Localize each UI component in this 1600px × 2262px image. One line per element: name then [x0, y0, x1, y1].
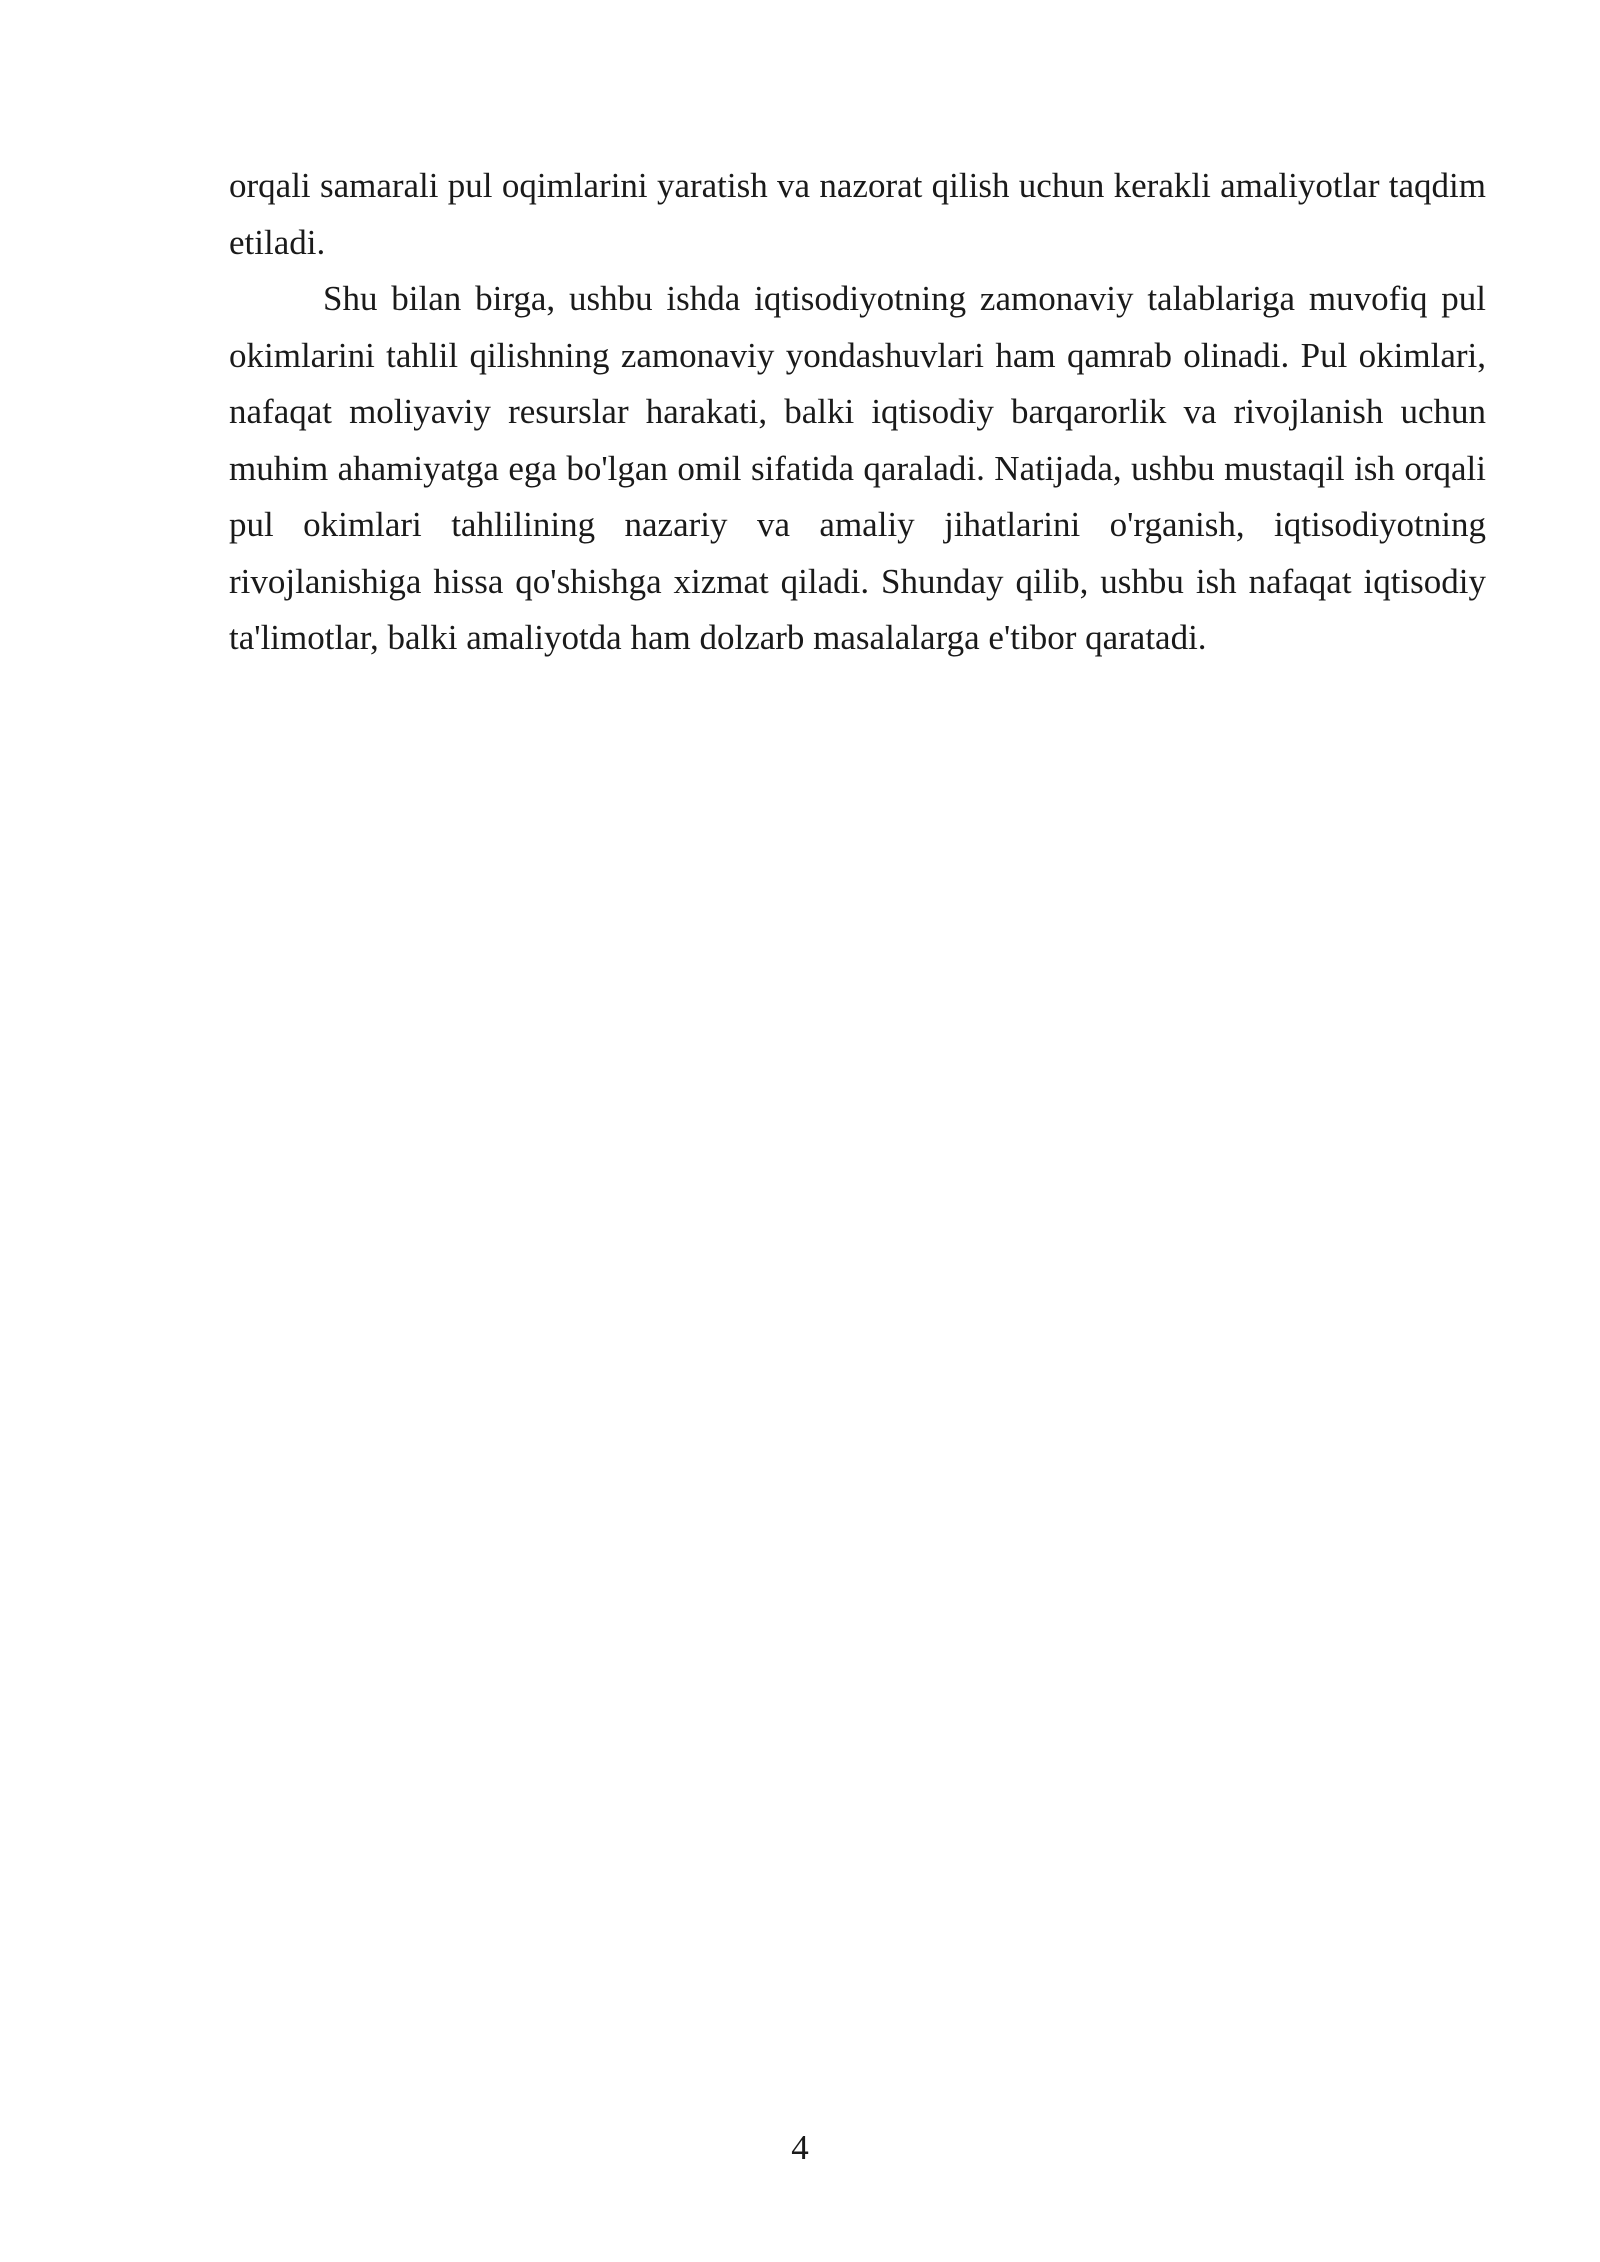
body-text [229, 158, 1486, 667]
page-number: 4 [791, 2128, 809, 2167]
paragraph-continued: orqali samarali pul oqimlarini yaratish va nazorat qilish uchun kerakli amaliyotlar taqdim etiladi. [229, 166, 1486, 262]
paragraph: Shu bilan birga, ushbu ishda iqtisodiyotning zamonaviy talablariga muvofiq pul okimlarini tahlil qilishning zamonaviy yondashuvlari ham qamrab olinadi. Pul okimlari, nafaqat moliyaviy resurslar harakati, balki iqtisodiy barqarorlik va rivojlanish uchun muhim ahamiyatga ega bo'lgan omil sifatida qaraladi. Natijada, ushbu mustaqil ish orqali pul okimlari tahlilining nazariy va amaliy jihatlarini o'rganish, iqtisodiyotning rivojlanishiga hissa qo'shishga xizmat qiladi. Shunday qilib, ushbu ish nafaqat iqtisodiy ta'limotlar, balki amaliyotda ham dolzarb masalalarga e'tibor qaratadi. [229, 279, 1486, 657]
